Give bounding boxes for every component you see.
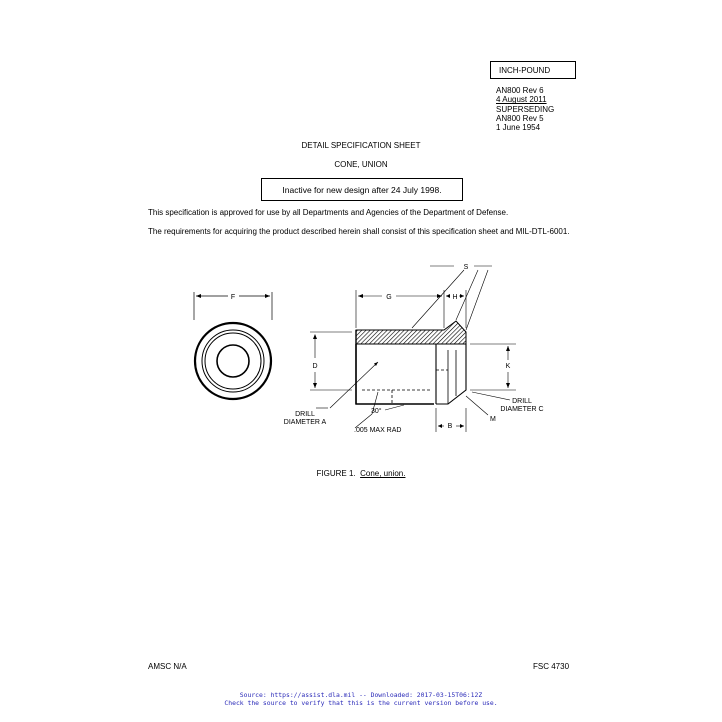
dimension-k-label: K xyxy=(505,363,511,370)
figure-caption xyxy=(0,469,722,478)
drill-c-label-line2: DIAMETER C xyxy=(500,406,544,413)
revision-date: 4 August 2011 xyxy=(496,95,547,105)
figure-caption-prefix: FIGURE 1. xyxy=(316,469,356,478)
amsc-code: AMSC N/A xyxy=(148,662,187,671)
superseding-label: SUPERSEDING xyxy=(496,104,555,114)
superseded-designation: AN800 Rev 5 xyxy=(496,113,544,123)
superseded-date: 1 June 1954 xyxy=(496,123,541,133)
hatched-wall xyxy=(356,321,466,344)
dimension-h-label: H xyxy=(452,294,458,301)
dimension-g-label: G xyxy=(386,294,392,301)
middle-circle xyxy=(202,330,264,392)
verify-note: Check the source to verify that this is the current version before use. xyxy=(224,699,498,707)
drill-a-label-line1: DRILL xyxy=(295,411,315,418)
bore-circle xyxy=(217,345,249,377)
outer-circle xyxy=(195,323,271,399)
section-view xyxy=(310,266,516,432)
inner-ring-circle xyxy=(205,333,261,389)
approval-paragraph: This specification is approved for use by all Departments and Agencies of the Department of Defense. xyxy=(148,208,509,217)
classification-label: INCH-POUND xyxy=(499,65,551,75)
part-name-title: CONE, UNION xyxy=(334,160,388,169)
source-line[interactable]: Source: https://assist.dla.mil -- Downloaded: 2017-03-15T06:12Z xyxy=(239,691,483,699)
sheet-type-title: DETAIL SPECIFICATION SHEET xyxy=(301,141,421,150)
dimension-s-label: S xyxy=(463,264,469,271)
max-rad-label: .005 MAX RAD xyxy=(354,427,402,434)
fsc-code: FSC 4730 xyxy=(533,662,570,671)
figure-caption-title: Cone, union. xyxy=(360,469,406,478)
dimension-b-label: B xyxy=(447,423,453,430)
end-view xyxy=(194,292,272,399)
drill-c-label-line1: DRILL xyxy=(512,398,532,405)
angle-label: 30° xyxy=(371,408,382,415)
designation: AN800 Rev 6 xyxy=(496,86,544,95)
requirements-paragraph: The requirements for acquiring the product described herein shall consist of this specification sheet and MIL-DTL-6001. xyxy=(148,227,570,236)
drill-a-label-line2: DIAMETER A xyxy=(283,419,327,426)
dimension-m-label: M xyxy=(490,416,496,423)
dimension-f-label: F xyxy=(230,294,236,301)
inactive-notice: Inactive for new design after 24 July 1998. xyxy=(282,184,442,195)
dimension-d-label: D xyxy=(312,363,318,370)
